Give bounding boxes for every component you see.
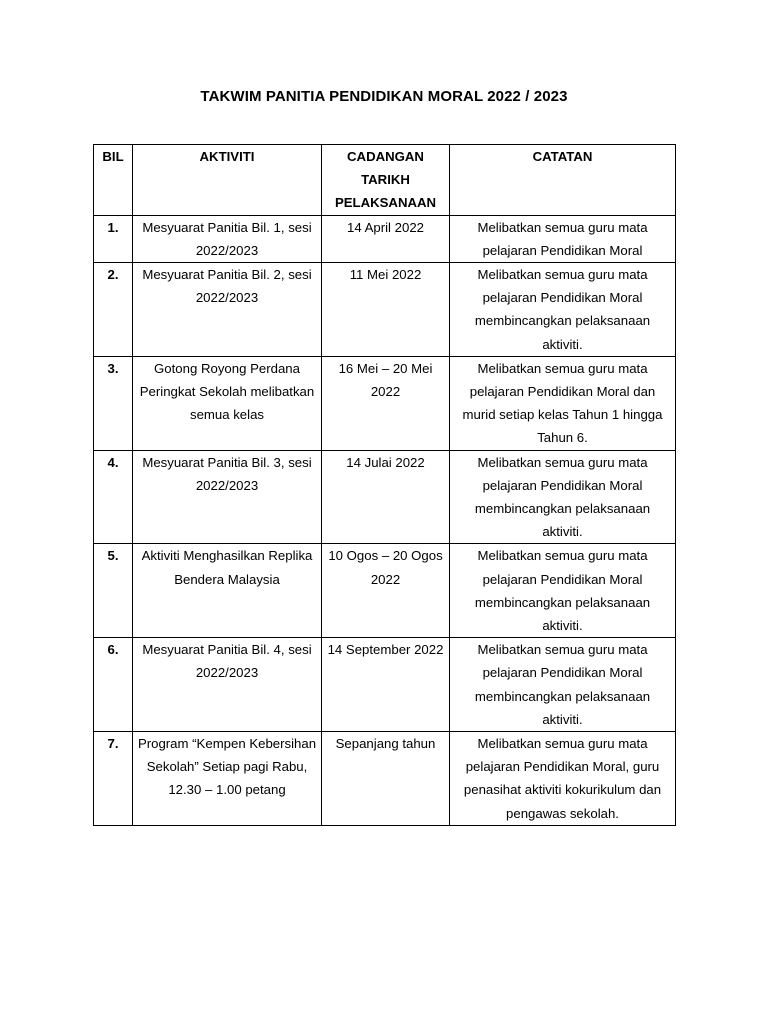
cell-aktiviti: Mesyuarat Panitia Bil. 1, sesi 2022/2023 [133, 215, 322, 262]
header-catatan: CATATAN [450, 145, 676, 216]
takwim-table [93, 144, 676, 826]
cell-aktiviti: Aktiviti Menghasilkan Replika Bendera Malaysia [133, 544, 322, 638]
cell-catatan: Melibatkan semua guru mata pelajaran Pendidikan Moral dan murid setiap kelas Tahun 1 hingga Tahun 6. [450, 356, 676, 450]
cell-aktiviti: Mesyuarat Panitia Bil. 4, sesi 2022/2023 [133, 638, 322, 732]
table-row [94, 638, 676, 732]
header-aktiviti: AKTIVITI [133, 145, 322, 216]
cell-tarikh: 14 September 2022 [322, 638, 450, 732]
cell-catatan: Melibatkan semua guru mata pelajaran Pendidikan Moral membincangkan pelaksanaan aktiviti. [450, 263, 676, 357]
cell-bil: 7. [94, 732, 133, 826]
cell-catatan: Melibatkan semua guru mata pelajaran Pendidikan Moral membincangkan pelaksanaan aktiviti. [450, 544, 676, 638]
table-row [94, 356, 676, 450]
page-title: TAKWIM PANITIA PENDIDIKAN MORAL 2022 / 2023 [200, 88, 568, 105]
cell-tarikh: 10 Ogos – 20 Ogos 2022 [322, 544, 450, 638]
table-row [94, 215, 676, 262]
cell-tarikh: Sepanjang tahun [322, 732, 450, 826]
cell-tarikh: 11 Mei 2022 [322, 263, 450, 357]
table-header-row [94, 145, 676, 216]
table-row [94, 263, 676, 357]
cell-catatan: Melibatkan semua guru mata pelajaran Pendidikan Moral membincangkan pelaksanaan aktiviti. [450, 638, 676, 732]
cell-bil: 3. [94, 356, 133, 450]
cell-catatan: Melibatkan semua guru mata pelajaran Pendidikan Moral, guru penasihat aktiviti kokurikulum dan pengawas sekolah. [450, 732, 676, 826]
cell-aktiviti: Mesyuarat Panitia Bil. 2, sesi 2022/2023 [133, 263, 322, 357]
cell-aktiviti: Program “Kempen Kebersihan Sekolah” Setiap pagi Rabu, 12.30 – 1.00 petang [133, 732, 322, 826]
table-row [94, 544, 676, 638]
header-bil: BIL [94, 145, 133, 216]
cell-aktiviti: Gotong Royong Perdana Peringkat Sekolah melibatkan semua kelas [133, 356, 322, 450]
table-row [94, 450, 676, 544]
cell-aktiviti: Mesyuarat Panitia Bil. 3, sesi 2022/2023 [133, 450, 322, 544]
cell-bil: 6. [94, 638, 133, 732]
cell-catatan: Melibatkan semua guru mata pelajaran Pendidikan Moral membincangkan pelaksanaan aktiviti. [450, 450, 676, 544]
cell-bil: 1. [94, 215, 133, 262]
cell-catatan: Melibatkan semua guru mata pelajaran Pendidikan Moral [450, 215, 676, 262]
cell-bil: 2. [94, 263, 133, 357]
header-tarikh: CADANGAN TARIKH PELAKSANAAN [322, 145, 450, 216]
cell-tarikh: 14 Julai 2022 [322, 450, 450, 544]
table-row [94, 732, 676, 826]
cell-tarikh: 14 April 2022 [322, 215, 450, 262]
cell-tarikh: 16 Mei – 20 Mei 2022 [322, 356, 450, 450]
cell-bil: 5. [94, 544, 133, 638]
cell-bil: 4. [94, 450, 133, 544]
